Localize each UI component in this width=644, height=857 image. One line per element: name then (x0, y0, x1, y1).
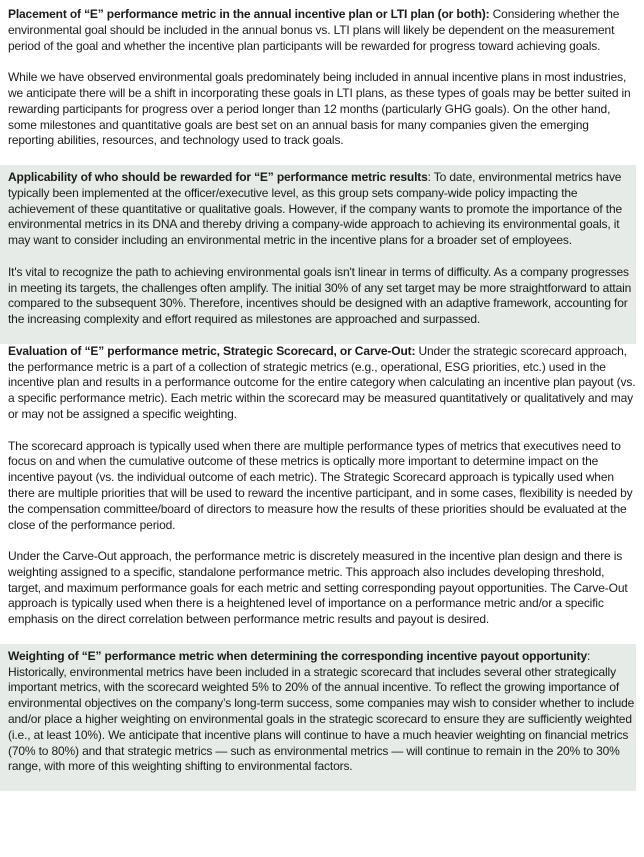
paragraph (8, 170, 636, 265)
section-placement (0, 7, 636, 165)
paragraph-text: It's vital to recognize the path to achieving environmental goals isn't linear in terms of difficulty. As a company progresses in meeting its targets, the challenges often amplify. The initial 30% of any set target may be more straightforward to attain compared to the subsequent 30%. Therefore, incentives should be designed with an adaptive framework, accounting for the increasing complexity and effort required as milestones are approached and surpassed. (8, 264, 632, 327)
paragraph-lead: Placement of “E” performance metric in the annual incentive plan or LTI plan (or both): (8, 7, 490, 21)
section-evaluation (0, 344, 636, 644)
paragraph-text: : Historically, environmental metrics have been included in a strategic scorecard that includes several other strategically important metrics, with the scorecard weighted 5% to 20% of the annual incentive. To reflect the growing importance of environmental objectives on the company’s long-term success, some companies may wish to consider whether to include and/or place a higher weighting on environmental goals in the strategic scorecard to ensure they are sufficiently weighted (i.e., at least 10%). We anticipate that incentive plans will continue to have a much heavier weighting on financial metrics (70% to 80%) and that strategic metrics — such as environmental metrics — will continue to remain in the 20% to 30% range, with more of this weighting shifting to environmental factors. (8, 648, 635, 774)
paragraph-text: : To date, environmental metrics have typically been implemented at the officer/executive level, as this group sets company-wide policy impacting the achievement of these quantitative or qualitative goals. However, if the company wants to promote the importance of the environmental metrics in its DNA and thereby driving a company-wide approach to achieving its environmental goals, it may want to consider including an environmental metric in the incentive plans for a broader set of employees. (8, 169, 622, 248)
paragraph (8, 7, 636, 70)
paragraph (8, 265, 636, 344)
paragraph (8, 439, 636, 550)
paragraph-text: While we have observed environmental goals predominately being included in annual incentive plans in most industries, we anticipate there will be a shift in incorporating these goals in LTI plans, as these types of goals may be better suited in rewarding participants for progress over a period longer than 12 months (particularly GHG goals). On the other hand, some milestones and quantitative goals are best set on an annual basis for many companies given the emerging reporting abilities, resources, and technology used to track goals. (8, 70, 631, 148)
paragraph (8, 70, 636, 165)
section-applicability (0, 165, 636, 344)
paragraph-text: Under the Carve-Out approach, the performance metric is discretely measured in the incentive plan design and there is weighting assigned to a specific, standalone performance metric. This approach also includes developing threshold, target, and maximum performance goals for each metric and setting corresponding payout opportunities. The Carve-Out approach is typically used when there is a heightened level of importance on a performance metric and/or a specific emphasis on the direct correlation between performance metric results and payout is desired. (8, 549, 628, 627)
paragraph-lead: Applicability of who should be rewarded for “E” performance metric results (8, 169, 428, 184)
paragraph (8, 549, 636, 644)
paragraph-text: Considering whether the environmental goal should be included in the annual bonus vs. LTI plans will likely be dependent on the measurement period of the goal and whether the incentive plan participants will be rewarded for progress toward achieving goals. (8, 7, 620, 53)
paragraph-text: Under the strategic scorecard approach, the performance metric is a part of a collection of strategic metrics (e.g., operational, ESG priorities, etc.) used in the incentive plan and results in a performance outcome for the entire category when calculating an incentive plan payout (vs. a specific performance metric). Each metric within the scorecard may be measured quantitatively or qualitatively and may or may not be assigned a specific weighting. (8, 343, 636, 421)
section-weighting (0, 644, 636, 791)
paragraph-lead: Evaluation of “E” performance metric, Strategic Scorecard, or Carve-Out: (8, 343, 416, 358)
paragraph-lead: Weighting of “E” performance metric when determining the corresponding incentive payout opportunity (8, 648, 587, 663)
paragraph-text: The scorecard approach is typically used when there are multiple performance types of metrics that executives need to focus on and when the cumulative outcome of these metrics is optically more important to determine impact on the incentive payout (vs. the individual outcome of each metric). The Strategic Scorecard approach is typically used when there are multiple priorities that will be used to reward the incentive participant, and in some cases, flexibility is needed by the compensation committee/board of directors to measure how the results of these priorities should be evaluated at the close of the performance period. (8, 438, 633, 532)
paragraph (8, 344, 636, 439)
paragraph (8, 649, 636, 791)
